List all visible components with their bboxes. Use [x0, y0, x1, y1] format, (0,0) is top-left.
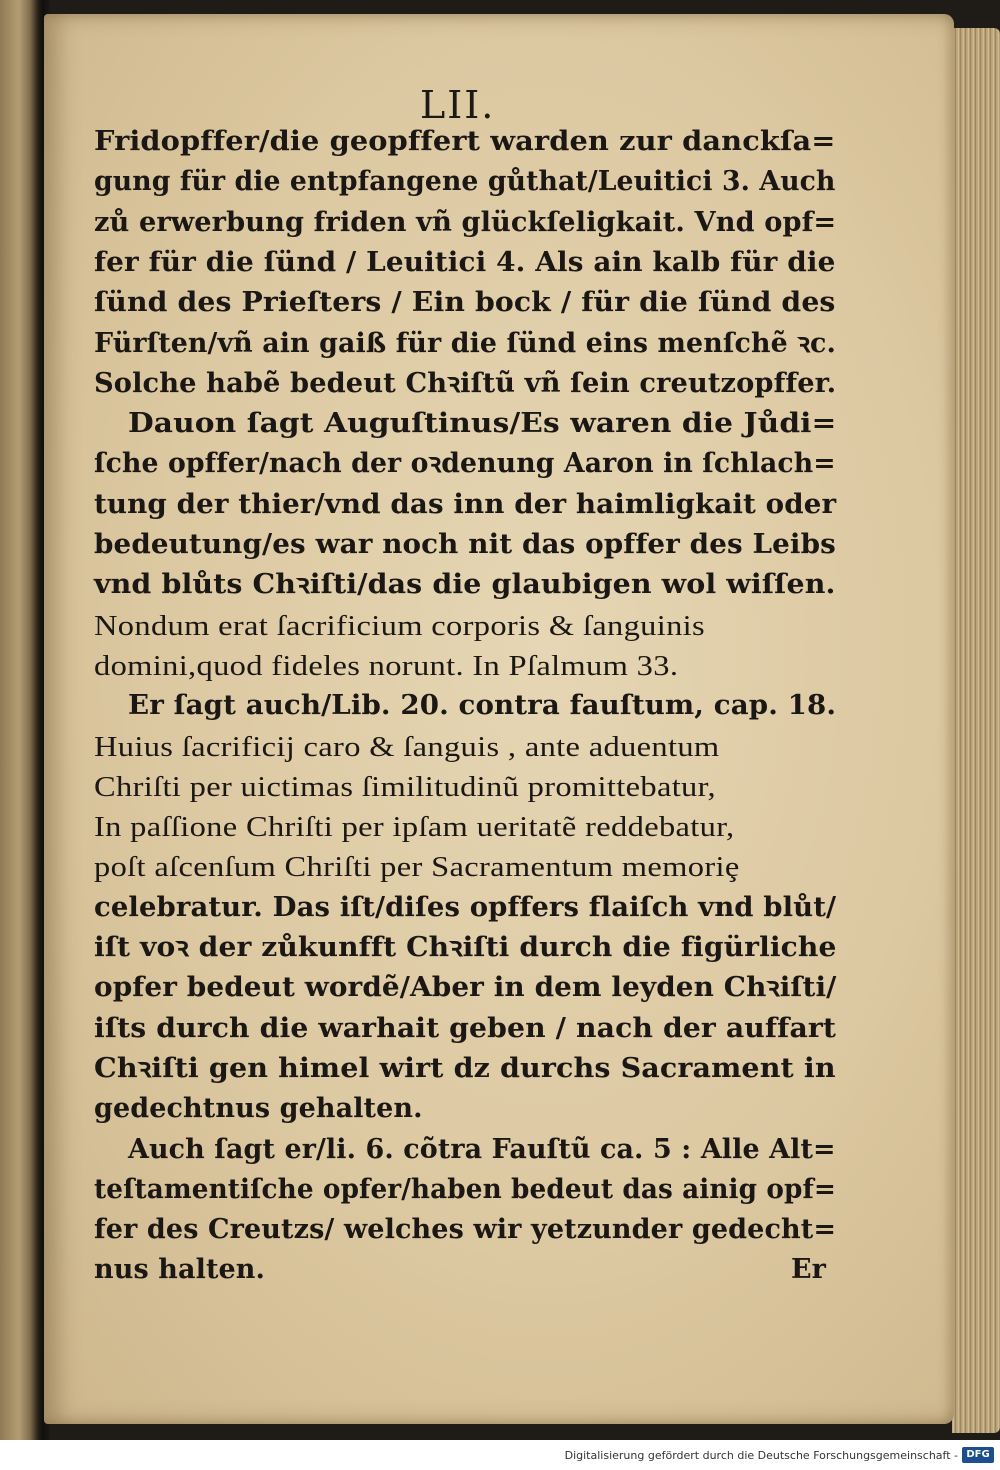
catchword: Er	[790, 1254, 826, 1286]
text-line: ſünd des Prieſters / Ein bock / für die ſünd des	[94, 287, 836, 319]
text-line: tung der thier/vnd das inn der haimligkait oder	[94, 488, 837, 520]
text-line: Chꝛiſti gen himel wirt dz durchs Sacrament in	[94, 1052, 836, 1084]
footer-credit: Digitalisierung gefördert durch die Deutsche Forschungsgemeinschaft -	[564, 1449, 958, 1462]
body-text	[94, 128, 836, 1288]
text-line: In paſſione Chriſti per ipſam ueritatẽ reddebatur,	[94, 811, 735, 844]
text-line: zů erwerbung friden vñ glückſeligkait. Vnd opf=	[94, 206, 837, 238]
text-line: gedechtnus gehalten.	[94, 1093, 423, 1125]
text-line: vnd blůts Chꝛiſti/das die glaubigen wol wiſſen.	[94, 569, 836, 601]
text-line: Fürſten/vñ ain gaiß für die ſünd eins menſchẽ ꝛc.	[94, 327, 836, 359]
text-line: Huius ſacrificij caro & ſanguis , ante aduentum	[94, 730, 720, 763]
page-number: LII.	[420, 83, 496, 127]
text-line: poſt aſcenſum Chriſti per Sacramentum memoriȩ	[94, 851, 740, 884]
text-line: iſt voꝛ der zůkunfft Chꝛiſti durch die figürliche	[94, 932, 837, 963]
dfg-logo-icon: DFG	[962, 1447, 994, 1463]
text-line: Dauon ſagt Auguſtinus/Es waren die Jůdi=	[128, 408, 837, 440]
text-line: opfer bedeut wordẽ/Aber in dem leyden Chꝛiſti/	[94, 972, 837, 1004]
text-line: Fridopffer/die geopffert warden zur danckſa=	[94, 126, 836, 157]
text-line: iſts durch die warhait geben / nach der auffart	[94, 1012, 837, 1044]
text-line: bedeutung/es war noch nit das opffer des Leibs	[94, 529, 836, 560]
text-line: Chriſti per uictimas ſimilitudinũ promittebatur,	[94, 770, 716, 803]
text-line: Er ſagt auch/Lib. 20. contra fauſtum, cap. 18.	[128, 690, 837, 722]
page-stack-edge	[952, 28, 1000, 1433]
text-line: Solche habẽ bedeut Chꝛiſtũ vñ ſein creutzopffer.	[94, 367, 837, 399]
text-line: nus halten.	[94, 1254, 266, 1286]
text-line: celebratur. Das iſt/diſes opffers flaiſch vnd blůt/	[94, 891, 837, 923]
text-line: ſche opffer/nach der oꝛdenung Aaron in ſchlach=	[94, 448, 836, 480]
text-line: Auch ſagt er/li. 6. cõtra Fauſtũ ca. 5 : Alle Alt=	[128, 1133, 836, 1165]
text-line: domini,quod fideles norunt. In Pſalmum 33.	[94, 649, 679, 682]
text-line: fer für die ſünd / Leuitici 4. Als ain kalb für die	[94, 246, 836, 278]
text-line: Nondum erat ſacrificium corporis & ſanguinis	[94, 609, 706, 642]
text-line: fer des Creutzs/ welches wir yetzunder gedecht=	[94, 1214, 837, 1246]
text-line: gung für die entpfangene gůthat/Leuitici 3. Auch	[94, 166, 836, 198]
text-line: teſtamentiſche opfer/haben bedeut das ainig opf=	[94, 1173, 837, 1205]
